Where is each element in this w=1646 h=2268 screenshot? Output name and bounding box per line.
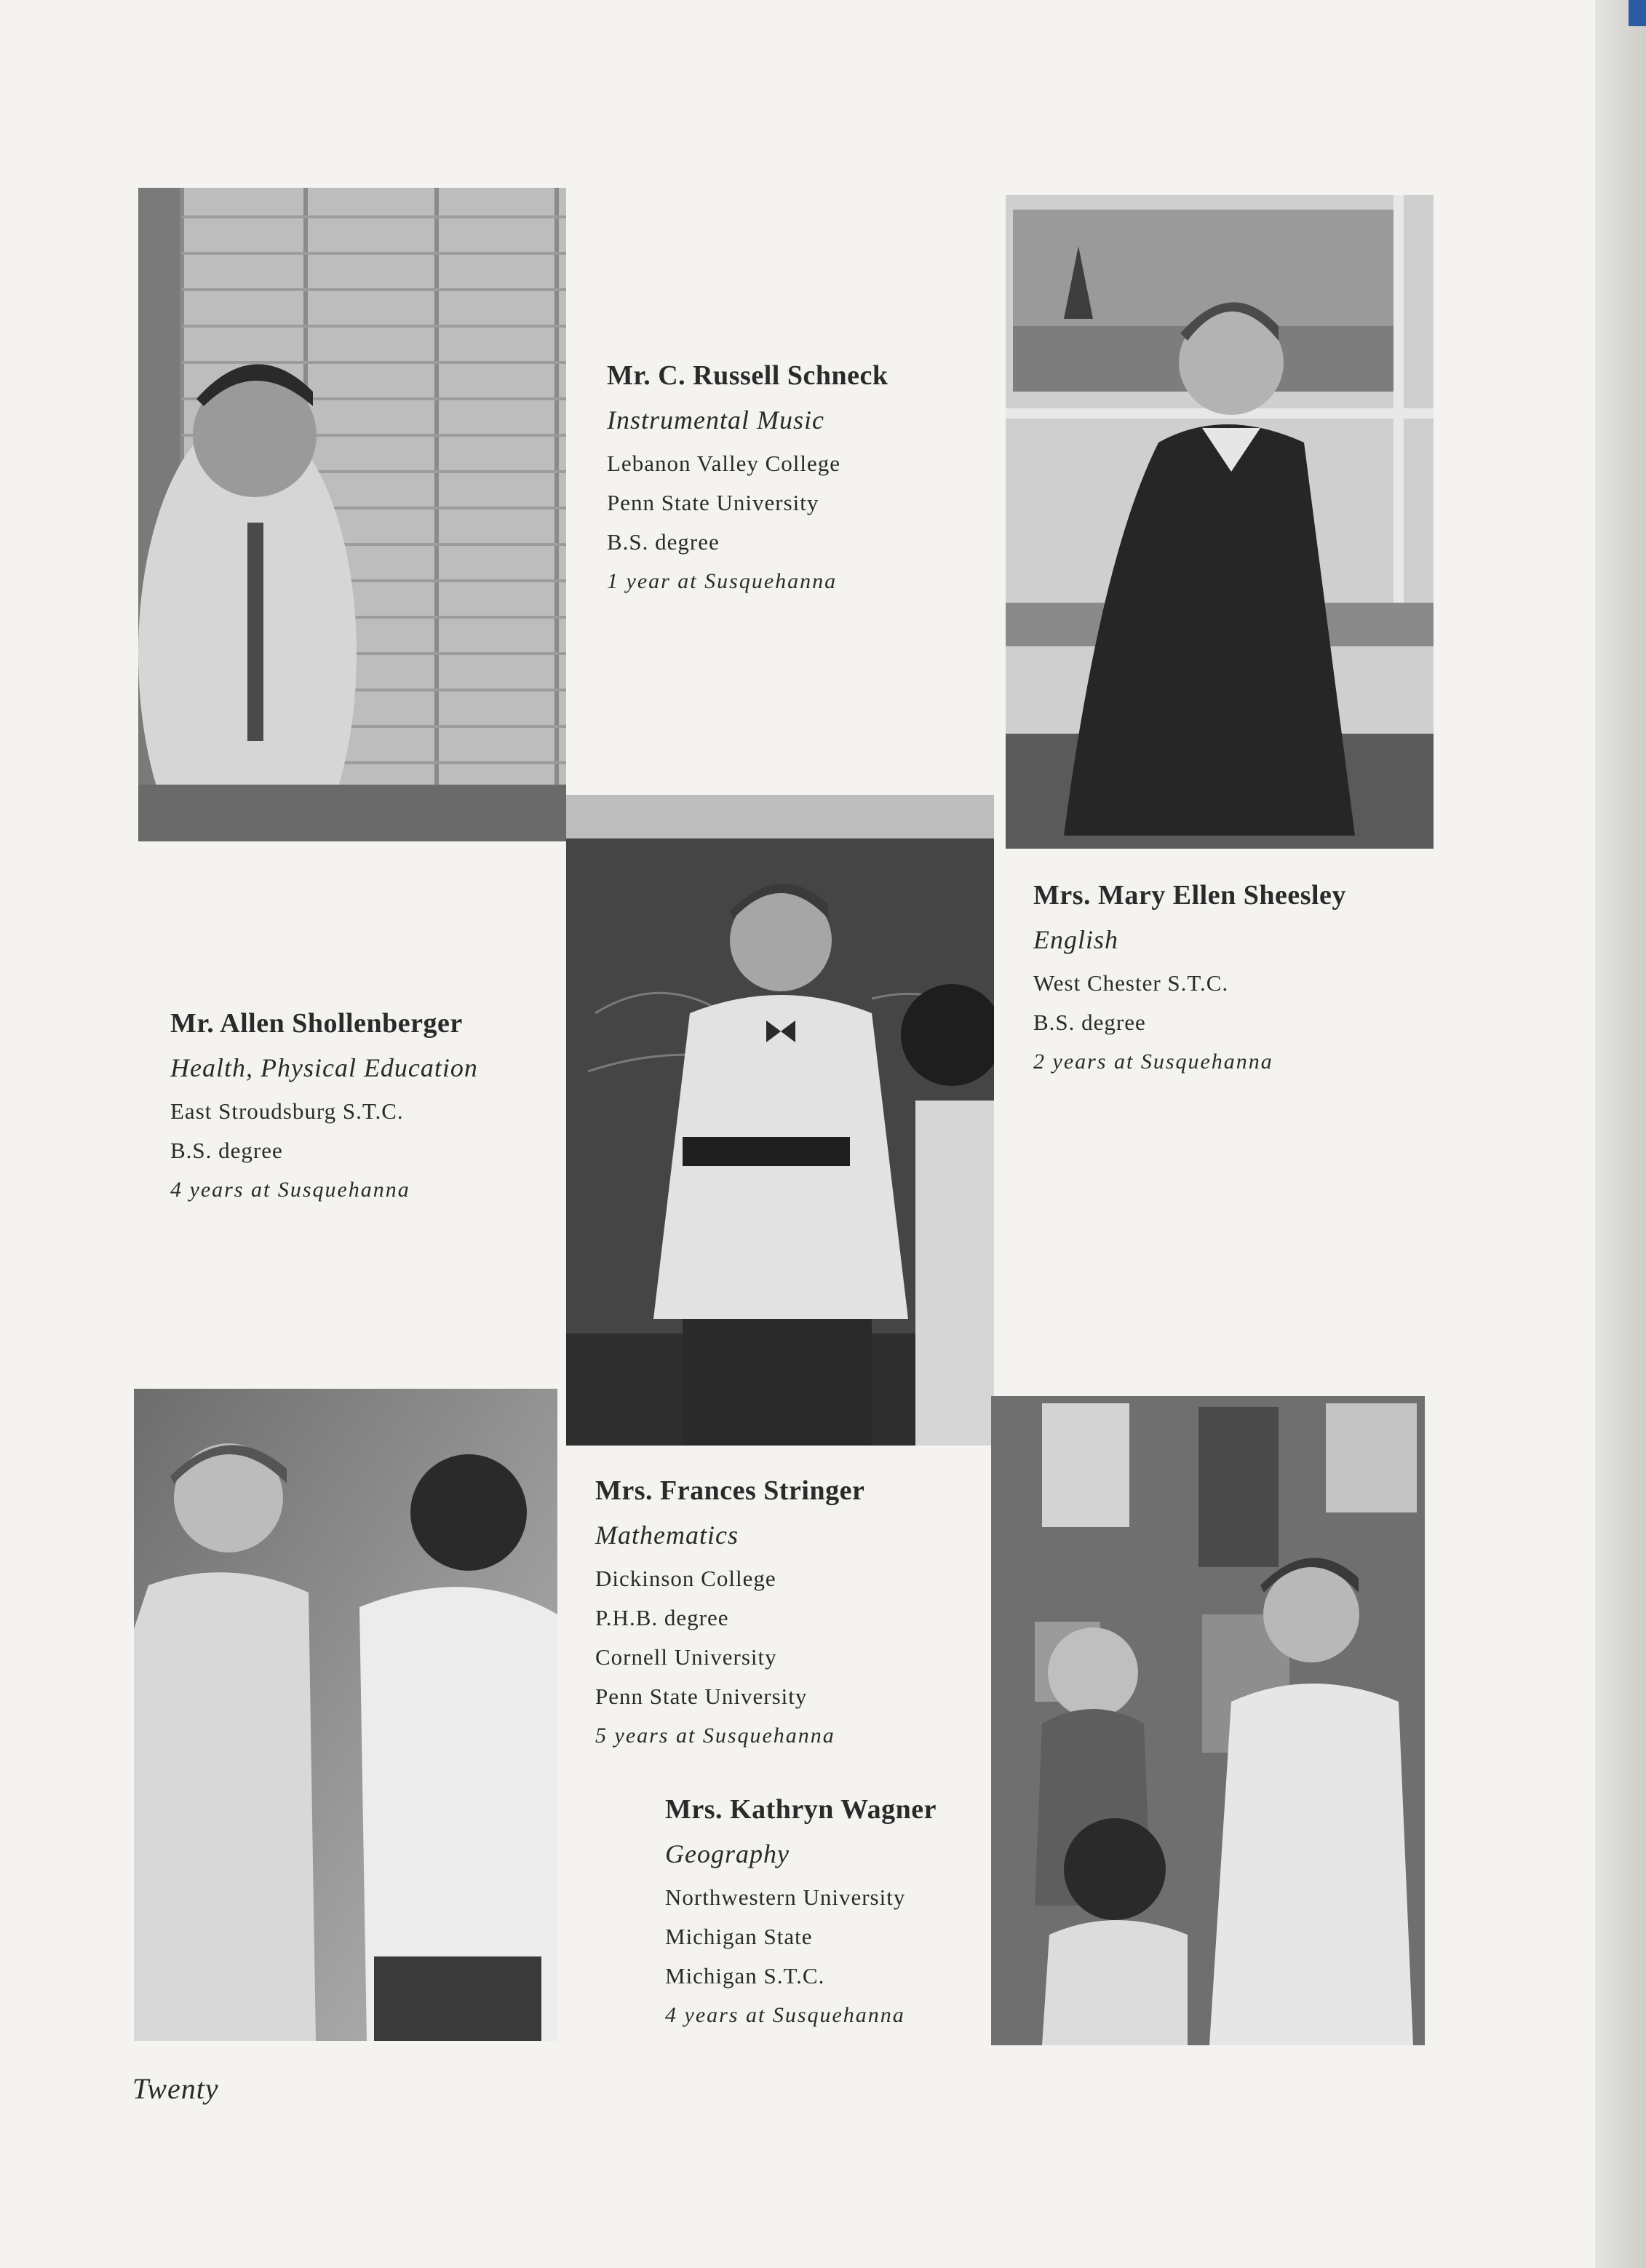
faculty-name: Mr. C. Russell Schneck <box>607 360 888 391</box>
faculty-tenure: 4 years at Susquehanna <box>665 2003 905 2027</box>
faculty-name: Mrs. Frances Stringer <box>595 1475 865 1506</box>
faculty-credential: West Chester S.T.C. <box>1033 970 1229 996</box>
faculty-name: Mr. Allen Shollenberger <box>170 1008 463 1039</box>
page-edge <box>1595 0 1646 2268</box>
faculty-tenure: 4 years at Susquehanna <box>170 1178 410 1202</box>
photo-wagner <box>991 1396 1425 2045</box>
faculty-name: Mrs. Mary Ellen Sheesley <box>1033 880 1346 911</box>
faculty-credential: Penn State University <box>607 490 819 515</box>
faculty-credential: B.S. degree <box>607 529 720 555</box>
faculty-credential: B.S. degree <box>170 1138 283 1163</box>
photo-shollenberger <box>566 795 994 1446</box>
faculty-tenure: 5 years at Susquehanna <box>595 1724 835 1748</box>
photo-stringer <box>134 1389 557 2041</box>
faculty-credential: P.H.B. degree <box>595 1605 729 1630</box>
faculty-credential: Cornell University <box>595 1644 777 1670</box>
faculty-name: Mrs. Kathryn Wagner <box>665 1794 937 1825</box>
faculty-department: Mathematics <box>595 1520 739 1550</box>
page-folio: Twenty <box>132 2072 219 2105</box>
photo-sheesley <box>1006 195 1434 849</box>
page-corner-tab <box>1629 0 1646 26</box>
bio-shollenberger <box>170 1007 563 1210</box>
faculty-credential: East Stroudsburg S.T.C. <box>170 1098 404 1124</box>
faculty-tenure: 2 years at Susquehanna <box>1033 1050 1273 1074</box>
faculty-credential: Dickinson College <box>595 1566 776 1591</box>
faculty-department: Geography <box>665 1839 790 1868</box>
faculty-tenure: 1 year at Susquehanna <box>607 569 838 593</box>
faculty-department: Instrumental Music <box>607 405 824 435</box>
bio-wagner <box>665 1793 985 2035</box>
bio-stringer <box>595 1475 988 1756</box>
faculty-credential: Lebanon Valley College <box>607 451 841 476</box>
photo-schneck <box>138 188 566 841</box>
faculty-credential: Michigan S.T.C. <box>665 1963 825 1989</box>
bio-schneck <box>607 360 985 601</box>
faculty-credential: Penn State University <box>595 1684 808 1709</box>
faculty-department: English <box>1033 925 1119 954</box>
bio-sheesley <box>1033 879 1426 1082</box>
faculty-credential: B.S. degree <box>1033 1010 1146 1035</box>
faculty-credential: Michigan State <box>665 1924 813 1949</box>
faculty-credential: Northwestern University <box>665 1884 906 1910</box>
faculty-department: Health, Physical Education <box>170 1053 478 1082</box>
